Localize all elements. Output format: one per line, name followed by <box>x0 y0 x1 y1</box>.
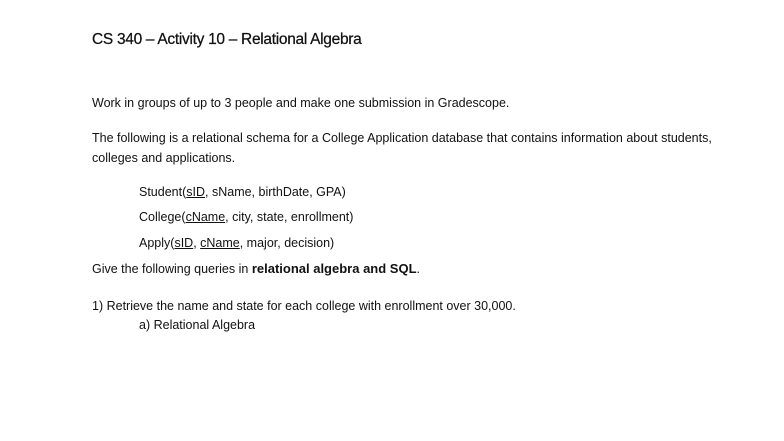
relation-name: Apply( <box>139 236 175 250</box>
schema-description: The following is a relational schema for a College Application database that contains information about students, colleges and applications. <box>92 131 712 165</box>
instructions-prefix: Give the following queries in <box>92 262 252 276</box>
primary-key: cName <box>185 210 226 224</box>
primary-key: cName <box>200 236 240 250</box>
intro-text: Work in groups of up to 3 people and make one submission in Gradescope. <box>92 96 510 110</box>
attributes: , sName, birthDate, GPA) <box>205 185 346 199</box>
attributes: , major, decision) <box>239 236 335 250</box>
instructions-bold: relational algebra and SQL <box>251 261 417 276</box>
instructions <box>92 259 420 279</box>
relation-name: College( <box>139 210 186 224</box>
primary-key: sID <box>186 185 206 199</box>
question-1: 1) Retrieve the name and state for each college with enrollment over 30,000. <box>92 299 516 313</box>
relation-name: Student( <box>139 185 187 199</box>
key-separator: , <box>193 236 201 250</box>
attributes: , city, state, enrollment) <box>225 210 354 224</box>
schema-student <box>139 182 346 202</box>
document-title: CS 340 – Activity 10 – Relational Algebra <box>92 31 362 48</box>
question-1-part-a: a) Relational Algebra <box>139 318 256 332</box>
primary-key: sID <box>174 236 194 250</box>
instructions-suffix: . <box>416 262 421 276</box>
schema-college <box>139 207 353 227</box>
schema-apply <box>139 233 334 253</box>
